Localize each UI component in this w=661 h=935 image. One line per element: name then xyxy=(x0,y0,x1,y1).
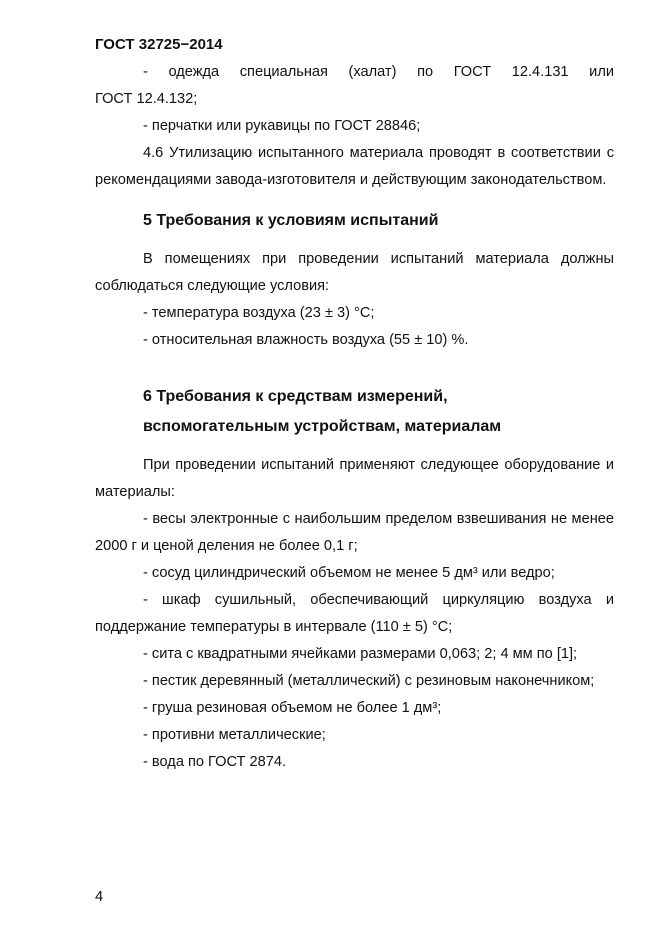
section-6-heading-line1: 6 Требования к средствам измерений, xyxy=(143,388,448,405)
list-item-vessel: - сосуд цилиндрический объемом не менее 5 дм³ или ведро; xyxy=(143,565,555,581)
list-item-pestle: - пестик деревянный (металлический) с резиновым наконечником; xyxy=(143,673,595,689)
page-content xyxy=(95,59,614,776)
document-code: ГОСТ 32725−2014 xyxy=(95,36,223,53)
list-item-sieves: - сита с квадратными ячейками размерами 0,063; 2; 4 мм по [1]; xyxy=(143,646,578,662)
paragraph-equipment-intro: При проведении испытаний применяют следующее оборудование и материалы: xyxy=(95,457,614,500)
list-item-scales: - весы электронные с наибольшим пределом взвешивания не менее 2000 г и ценой деления не более 0,1 г; xyxy=(95,511,614,554)
list-item-gloves: - перчатки или рукавицы по ГОСТ 28846; xyxy=(143,118,421,134)
list-item-clothing-line2: ГОСТ 12.4.132; xyxy=(95,91,198,107)
list-item-humidity: - относительная влажность воздуха (55 ± 10) %. xyxy=(143,332,469,348)
list-item-rubber-bulb: - груша резиновая объемом не более 1 дм³; xyxy=(143,700,442,716)
list-item-temperature: - температура воздуха (23 ± 3) °С; xyxy=(143,305,375,321)
list-item-clothing-line1: - одежда специальная (халат) по ГОСТ 12.4.131 или xyxy=(143,64,614,80)
list-item-water: - вода по ГОСТ 2874. xyxy=(143,754,287,770)
section-5-heading: 5 Требования к условиям испытаний xyxy=(143,212,439,229)
section-6-heading-line2: вспомогательным устройствам, материалам xyxy=(143,418,502,435)
paragraph-conditions-intro: В помещениях при проведении испытаний материала должны соблюдаться следующие условия: xyxy=(95,251,614,294)
list-item-trays: - противни металлические; xyxy=(143,727,326,743)
page-number: 4 xyxy=(95,889,104,905)
list-item-drying-cabinet: - шкаф сушильный, обеспечивающий циркуляцию воздуха и поддержание температуры в интервале (110 ± 5) °С; xyxy=(95,592,614,635)
paragraph-disposal: 4.6 Утилизацию испытанного материала проводят в соответствии с рекомендациями завода-изготовителя и действующим законодательством. xyxy=(95,145,614,188)
